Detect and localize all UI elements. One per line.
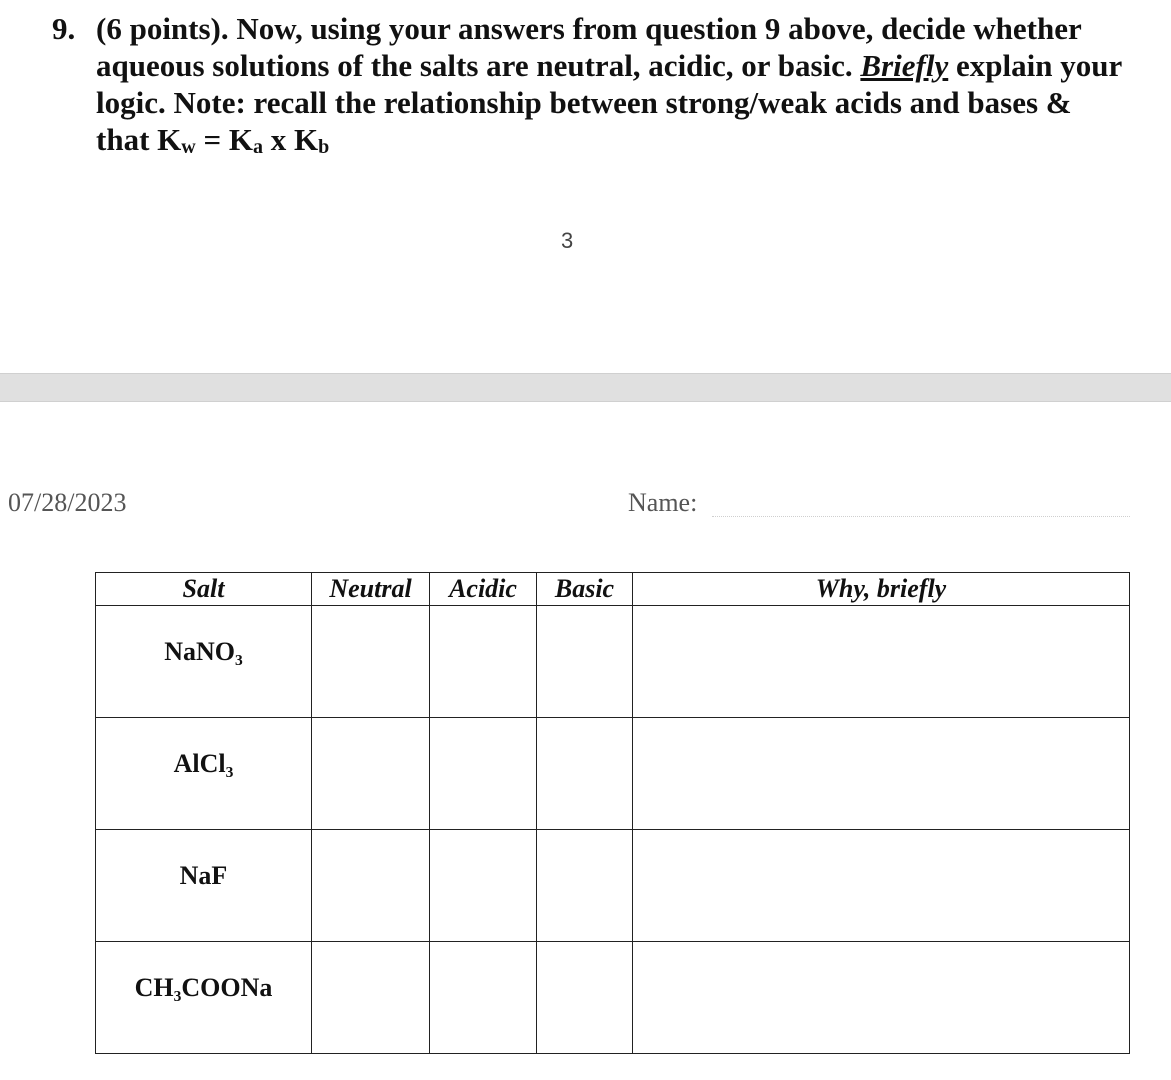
kw-subscript: w (181, 136, 196, 158)
acidic-cell[interactable] (430, 718, 537, 830)
question-emphasis: Briefly (860, 48, 949, 83)
table-row (96, 830, 1130, 942)
table-row (96, 606, 1130, 718)
acidic-cell[interactable] (430, 942, 537, 1054)
salt-cell (96, 942, 312, 1054)
name-field[interactable] (712, 516, 1130, 517)
equation-times: x K (262, 122, 319, 157)
salt-cell (96, 830, 312, 942)
column-header-basic: Basic (537, 573, 633, 606)
basic-cell[interactable] (537, 942, 633, 1054)
basic-cell[interactable] (537, 830, 633, 942)
neutral-cell[interactable] (312, 718, 430, 830)
neutral-cell[interactable] (312, 606, 430, 718)
why-cell[interactable] (633, 718, 1130, 830)
column-header-acidic: Acidic (430, 573, 537, 606)
table-row (96, 942, 1130, 1054)
why-cell[interactable] (633, 606, 1130, 718)
basic-cell[interactable] (537, 718, 633, 830)
salt-table (95, 572, 1130, 1054)
salt-cell (96, 606, 312, 718)
name-label: Name: (628, 488, 698, 517)
salt-name: AlCl₃ (173, 748, 234, 778)
equation-equals: = K (195, 122, 253, 157)
acidic-cell[interactable] (430, 830, 537, 942)
column-header-salt: Salt (96, 573, 312, 606)
salt-name: NaF (179, 860, 228, 890)
neutral-cell[interactable] (312, 942, 430, 1054)
acidic-cell[interactable] (430, 606, 537, 718)
page-number: 3 (561, 228, 574, 253)
question-text-part2: explain your logic. Note: recall the relationship between strong/weak acids and bases & that K (96, 48, 1122, 157)
question-number: 9. (52, 11, 76, 46)
question-text (96, 10, 1132, 158)
table-row (96, 718, 1130, 830)
why-cell[interactable] (633, 942, 1130, 1054)
salt-cell (96, 718, 312, 830)
neutral-cell[interactable] (312, 830, 430, 942)
salt-name: CH₃COONa (134, 972, 273, 1002)
ka-subscript: a (252, 136, 263, 158)
kb-subscript: b (318, 136, 330, 158)
question-text-part1: (6 points). Now, using your answers from question 9 above, decide whether aqueous solutions of the salts are neutral, acidic, or basic. (96, 11, 1082, 83)
table-header-row (96, 573, 1130, 606)
header-date: 07/28/2023 (8, 488, 127, 517)
question-block (52, 10, 1132, 158)
why-cell[interactable] (633, 830, 1130, 942)
salt-name: NaNO₃ (164, 636, 243, 666)
column-header-neutral: Neutral (312, 573, 430, 606)
column-header-why: Why, briefly (633, 573, 1130, 606)
basic-cell[interactable] (537, 606, 633, 718)
page-break-divider (0, 373, 1171, 402)
